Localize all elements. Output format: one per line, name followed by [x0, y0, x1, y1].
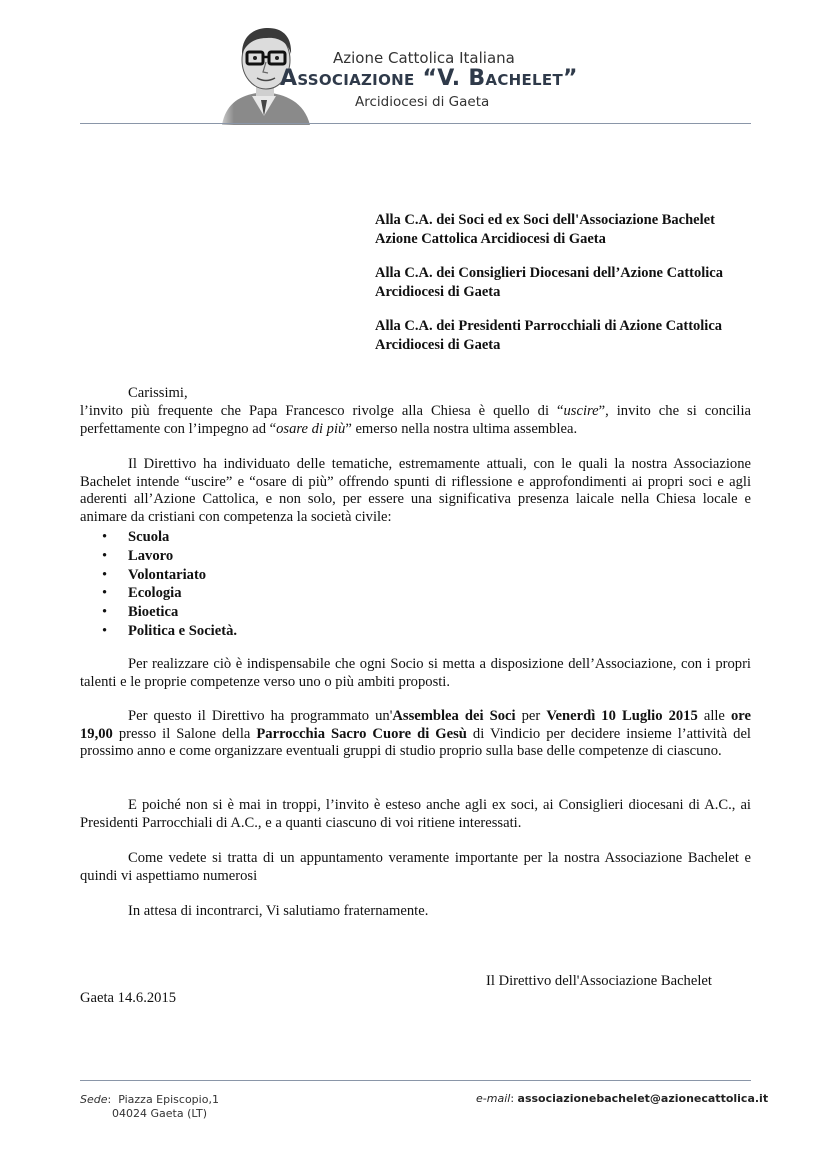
paragraph-6: Come vedete si tratta di un appuntamento veramente importante per la nostra Associazione Bachelet e quindi vi aspettiamo numerosi	[80, 850, 751, 884]
closing-line: In attesa di incontrarci, Vi salutiamo fraternamente.	[128, 903, 429, 919]
emphasis: uscire	[563, 403, 599, 419]
paragraph-5: E poiché non si è mai in troppi, l’invito è esteso anche agli ex soci, ai Consiglieri diocesani di A.C., ai Presidenti Parrocchiali di A.C., e a quanti ciascuno di voi ritiene interessati.	[80, 797, 751, 831]
emphasis: osare di più	[276, 420, 346, 437]
association-name	[280, 66, 578, 91]
recipient-line: Azione Cattolica Arcidiocesi di Gaeta	[375, 231, 606, 247]
text-run: ”, invito che si concilia perfettamente con l’impegno ad “	[80, 403, 751, 437]
paragraph-1	[80, 403, 751, 438]
org-line: Azione Cattolica Italiana	[333, 49, 515, 67]
text-run: alle	[697, 708, 731, 724]
recipient-line: Alla C.A. dei Soci ed ex Soci dell'Associazione Bachelet	[375, 212, 715, 228]
text-run: ” emerso nella nostra ultima assemblea.	[345, 420, 578, 437]
recipient-line: Arcidiocesi di Gaeta	[375, 337, 501, 353]
bold-run: Assemblea dei Soci	[392, 708, 516, 724]
topic-list	[100, 528, 237, 641]
recipient-line: Arcidiocesi di Gaeta	[375, 284, 501, 300]
paragraph-3: Per realizzare ciò è indispensabile che ogni Socio si metta a disposizione dell’Associazione, con i propri talenti e le proprie competenze verso uno o più ambiti proposti.	[80, 656, 751, 690]
association-bachelet: “V. Bachelet”	[422, 66, 578, 91]
text-run: per	[515, 708, 547, 724]
bold-run: Parrocchia Sacro Cuore di Gesù	[256, 725, 467, 742]
text-run: di Vindicio per decidere insieme l’attività del prossimo anno e come organizzare eventuali gruppi di studio proprio sulla base delle competenze di ciascuno.	[80, 725, 751, 760]
sede-label: Sede	[80, 1093, 108, 1106]
list-item: • Politica e Società.	[100, 622, 237, 641]
signature: Il Direttivo dell'Associazione Bachelet	[486, 973, 712, 989]
footer-email: e-mail: associazionebachelet@azionecattolica.it	[476, 1092, 769, 1105]
greeting: Carissimi,	[128, 385, 188, 401]
email-label: e-mail	[476, 1092, 511, 1105]
recipient-line: Alla C.A. dei Consiglieri Diocesani dell’Azione Cattolica	[375, 265, 723, 281]
text-run: Per questo il Direttivo ha programmato un'	[128, 708, 393, 724]
bold-run: Venerdì 10 Luglio 2015	[546, 708, 698, 724]
diocese-line: Arcidiocesi di Gaeta	[355, 94, 490, 110]
text-run: l’invito più frequente che Papa Francesco rivolge alla Chiesa è quello di “	[80, 403, 564, 419]
recipient-line: Alla C.A. dei Presidenti Parrocchiali di Azione Cattolica	[375, 318, 723, 334]
sede-address-line1: Piazza Episcopio,1	[118, 1093, 219, 1106]
list-item: • Volontariato	[100, 566, 237, 585]
paragraph-4	[80, 708, 751, 761]
footer-address: Sede: Piazza Episcopio,1	[80, 1093, 219, 1106]
list-item: • Lavoro	[100, 547, 237, 566]
header-divider	[80, 123, 751, 124]
text-run: presso il Salone della	[112, 725, 257, 742]
association-prefix: Associazione	[280, 66, 415, 91]
sede-address-line2: 04024 Gaeta (LT)	[112, 1107, 207, 1120]
list-item: • Bioetica	[100, 603, 237, 622]
email-link[interactable]: associazionebachelet@azionecattolica.it	[517, 1092, 769, 1105]
footer-divider	[80, 1080, 751, 1081]
list-item: • Scuola	[100, 528, 237, 547]
recipient-block-2	[375, 264, 775, 302]
recipient-block-3	[375, 317, 775, 355]
list-item: • Ecologia	[100, 584, 237, 603]
bold-run: ore 19,00	[80, 708, 751, 742]
recipient-block-1	[375, 211, 775, 249]
paragraph-2: Il Direttivo ha individuato delle tematiche, estremamente attuali, con le quali la nostra Associazione Bachelet intende “uscire” e “osare di più” offrendo spunti di riflessione e approfondimenti ai propri soci e agli aderenti all’Azione Cattolica, e non solo, per essere una significativa presenza laicale nella Chiesa locale e animare da cristiani con competenza la società civile:	[80, 456, 751, 525]
date-line: Gaeta 14.6.2015	[80, 990, 177, 1006]
